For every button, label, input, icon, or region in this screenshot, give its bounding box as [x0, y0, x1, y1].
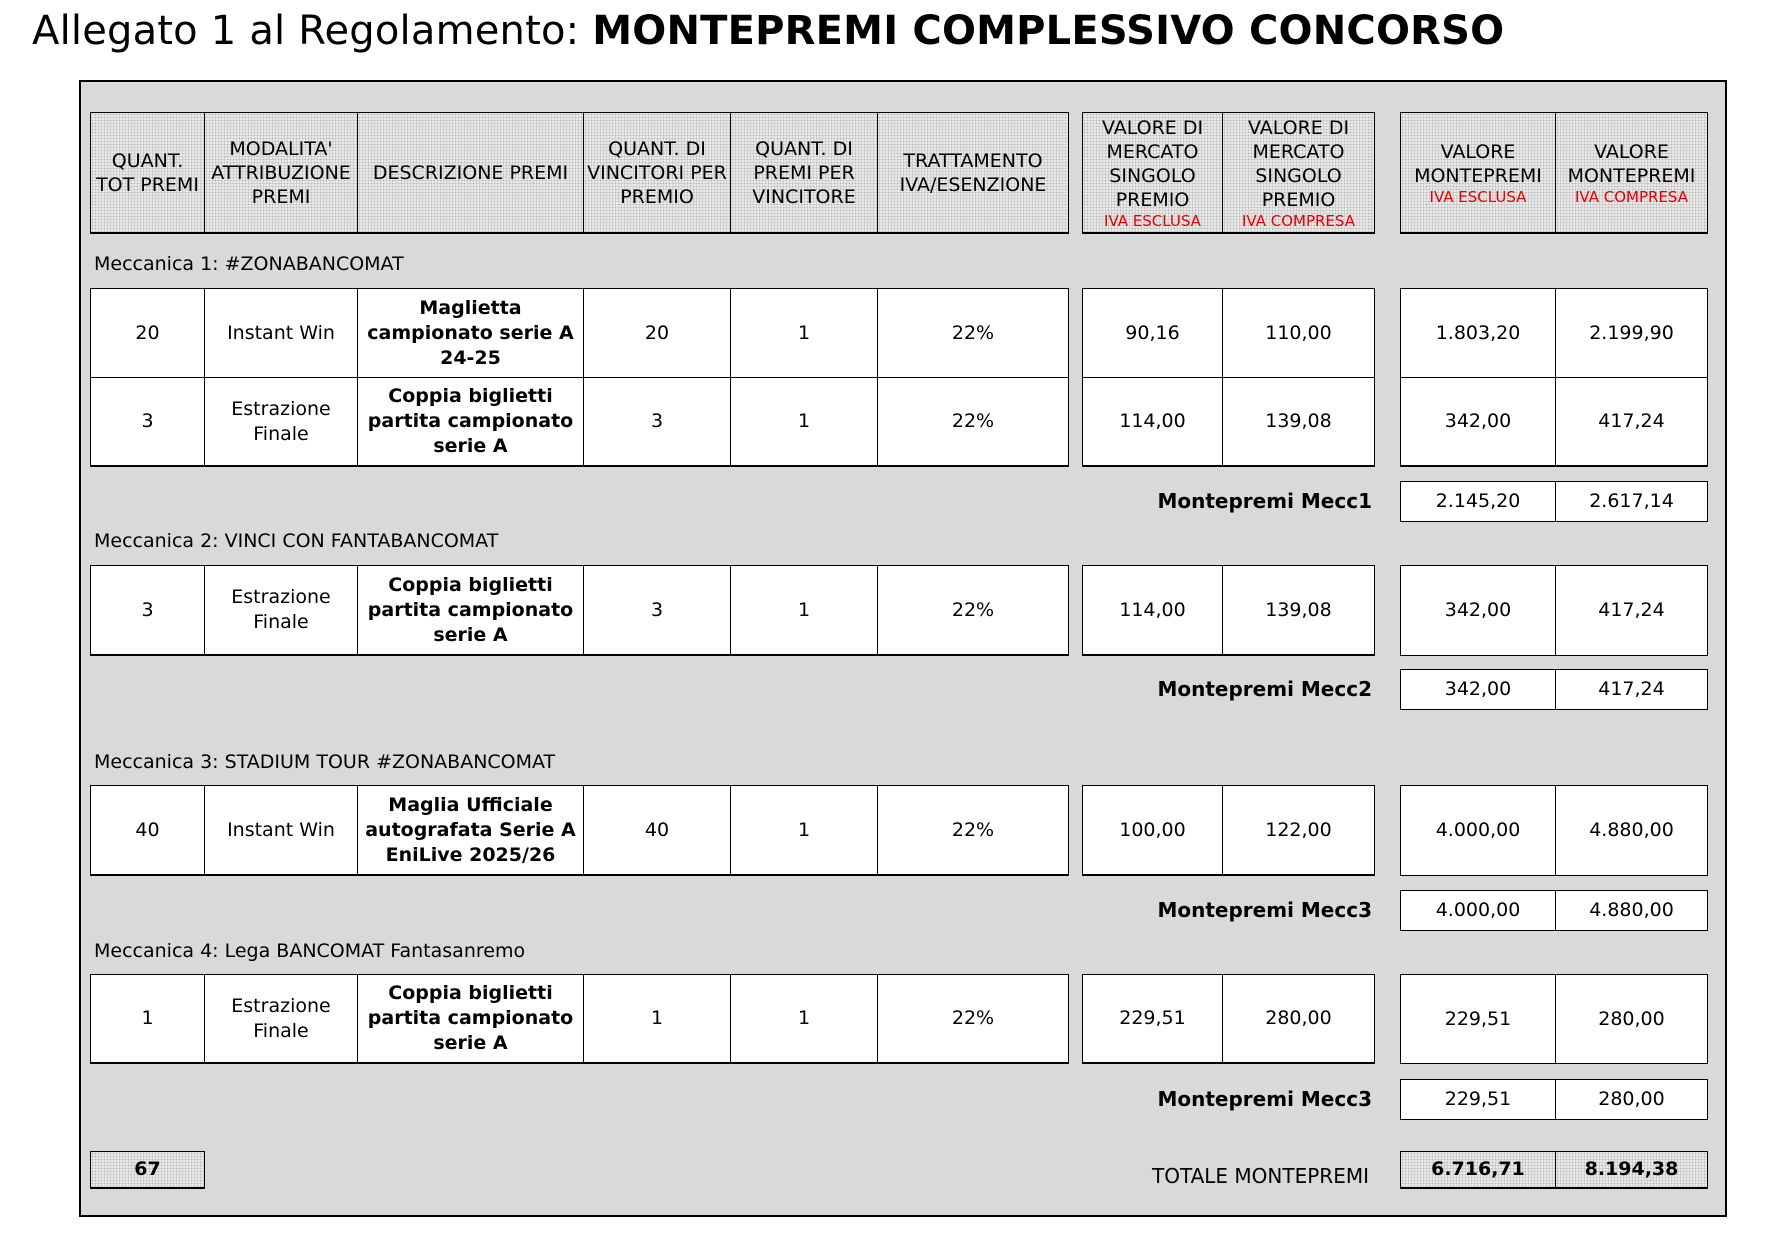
- m1r1-desc: Maglietta campionato serie A 24-25: [357, 288, 584, 378]
- page-title: [32, 8, 1504, 54]
- m4r1-mode: Estrazione Finale: [204, 974, 358, 1064]
- m3r1-per-winner: 1: [730, 785, 878, 876]
- header-vat: TRATTAMENTO IVA/ESENZIONE: [877, 112, 1069, 234]
- total-montepremi-excl: 6.716,71: [1400, 1151, 1556, 1189]
- m1r2-unit-incl: 139,08: [1222, 377, 1375, 467]
- m1r1-total-excl: 1.803,20: [1400, 288, 1556, 378]
- m1r1-qty: 20: [90, 288, 205, 378]
- mechanic-3-subtotal-label: Montepremi Mecc3: [1157, 898, 1372, 922]
- header-total-excl: VALORE MONTEPREMI IVA ESCLUSA: [1400, 112, 1556, 234]
- mechanic-4-subtotal-incl: 280,00: [1555, 1079, 1708, 1120]
- header-total-incl: VALORE MONTEPREMI IVA COMPRESA: [1555, 112, 1708, 234]
- header-unit-incl-sub: IVA COMPRESA: [1242, 211, 1355, 230]
- m1r1-unit-incl: 110,00: [1222, 288, 1375, 378]
- m1r1-per-winner: 1: [730, 288, 878, 378]
- mechanic-2-label: Meccanica 2: VINCI CON FANTABANCOMAT: [94, 530, 499, 552]
- m1r2-desc: Coppia biglietti partita campionato serie A: [357, 377, 584, 467]
- header-per-winner: QUANT. DI PREMI PER VINCITORE: [730, 112, 878, 234]
- m4r1-per-winner: 1: [730, 974, 878, 1064]
- m1r2-total-incl: 417,24: [1555, 377, 1708, 467]
- m2r1-qty: 3: [90, 565, 205, 656]
- m3r1-unit-incl: 122,00: [1222, 785, 1375, 876]
- mechanic-2-subtotal-incl: 417,24: [1555, 669, 1708, 710]
- m3r1-qty: 40: [90, 785, 205, 876]
- m1r1-vat: 22%: [877, 288, 1069, 378]
- mechanic-2-subtotal-excl: 342,00: [1400, 669, 1556, 710]
- total-quantity: 67: [90, 1151, 205, 1189]
- m3r1-desc: Maglia Ufficiale autografata Serie A EniLive 2025/26: [357, 785, 584, 876]
- m3r1-total-excl: 4.000,00: [1400, 785, 1556, 876]
- m4r1-winners: 1: [583, 974, 731, 1064]
- m4r1-unit-incl: 280,00: [1222, 974, 1375, 1064]
- m2r1-mode: Estrazione Finale: [204, 565, 358, 656]
- m3r1-vat: 22%: [877, 785, 1069, 876]
- m4r1-vat: 22%: [877, 974, 1069, 1064]
- m1r1-winners: 20: [583, 288, 731, 378]
- m4r1-unit-excl: 229,51: [1082, 974, 1223, 1064]
- total-label: TOTALE MONTEPREMI: [1151, 1164, 1369, 1188]
- title-prefix: Allegato 1 al Regolamento:: [32, 8, 593, 54]
- m3r1-total-incl: 4.880,00: [1555, 785, 1708, 876]
- mechanic-2-subtotal-label: Montepremi Mecc2: [1157, 677, 1372, 701]
- mechanic-1-label: Meccanica 1: #ZONABANCOMAT: [94, 253, 404, 275]
- header-qty-total: QUANT. TOT PREMI: [90, 112, 205, 234]
- m1r2-unit-excl: 114,00: [1082, 377, 1223, 467]
- m2r1-unit-excl: 114,00: [1082, 565, 1223, 656]
- mechanic-3-subtotal-incl: 4.880,00: [1555, 890, 1708, 931]
- m1r2-winners: 3: [583, 377, 731, 467]
- m1r1-mode: Instant Win: [204, 288, 358, 378]
- m3r1-unit-excl: 100,00: [1082, 785, 1223, 876]
- mechanic-4-label: Meccanica 4: Lega BANCOMAT Fantasanremo: [94, 940, 526, 962]
- m3r1-winners: 40: [583, 785, 731, 876]
- header-unit-incl: VALORE DI MERCATO SINGOLO PREMIO IVA COMPRESA: [1222, 112, 1375, 234]
- m2r1-per-winner: 1: [730, 565, 878, 656]
- header-unit-excl-sub: IVA ESCLUSA: [1104, 211, 1201, 230]
- m2r1-total-incl: 417,24: [1555, 565, 1708, 656]
- header-mode: MODALITA' ATTRIBUZIONE PREMI: [204, 112, 358, 234]
- total-montepremi-incl: 8.194,38: [1555, 1151, 1708, 1189]
- mechanic-1-subtotal-incl: 2.617,14: [1555, 481, 1708, 522]
- m4r1-total-incl: 280,00: [1555, 974, 1708, 1064]
- m4r1-qty: 1: [90, 974, 205, 1064]
- header-unit-excl: VALORE DI MERCATO SINGOLO PREMIO IVA ESCLUSA: [1082, 112, 1223, 234]
- m2r1-desc: Coppia biglietti partita campionato serie A: [357, 565, 584, 656]
- m2r1-unit-incl: 139,08: [1222, 565, 1375, 656]
- mechanic-1-subtotal-excl: 2.145,20: [1400, 481, 1556, 522]
- m4r1-total-excl: 229,51: [1400, 974, 1556, 1064]
- m2r1-winners: 3: [583, 565, 731, 656]
- header-total-excl-sub: IVA ESCLUSA: [1429, 187, 1527, 206]
- m1r2-qty: 3: [90, 377, 205, 467]
- mechanic-4-subtotal-excl: 229,51: [1400, 1079, 1556, 1120]
- m1r2-total-excl: 342,00: [1400, 377, 1556, 467]
- m1r2-per-winner: 1: [730, 377, 878, 467]
- mechanic-4-subtotal-label: Montepremi Mecc3: [1157, 1087, 1372, 1111]
- m2r1-total-excl: 342,00: [1400, 565, 1556, 656]
- mechanic-3-label: Meccanica 3: STADIUM TOUR #ZONABANCOMAT: [94, 751, 556, 773]
- m1r1-total-incl: 2.199,90: [1555, 288, 1708, 378]
- m4r1-desc: Coppia biglietti partita campionato serie A: [357, 974, 584, 1064]
- m1r2-mode: Estrazione Finale: [204, 377, 358, 467]
- mechanic-3-subtotal-excl: 4.000,00: [1400, 890, 1556, 931]
- title-main: MONTEPREMI COMPLESSIVO CONCORSO: [592, 8, 1505, 54]
- m2r1-vat: 22%: [877, 565, 1069, 656]
- m3r1-mode: Instant Win: [204, 785, 358, 876]
- header-winners: QUANT. DI VINCITORI PER PREMIO: [583, 112, 731, 234]
- m1r2-vat: 22%: [877, 377, 1069, 467]
- mechanic-1-subtotal-label: Montepremi Mecc1: [1157, 489, 1372, 513]
- header-description: DESCRIZIONE PREMI: [357, 112, 584, 234]
- header-total-incl-sub: IVA COMPRESA: [1575, 187, 1688, 206]
- m1r1-unit-excl: 90,16: [1082, 288, 1223, 378]
